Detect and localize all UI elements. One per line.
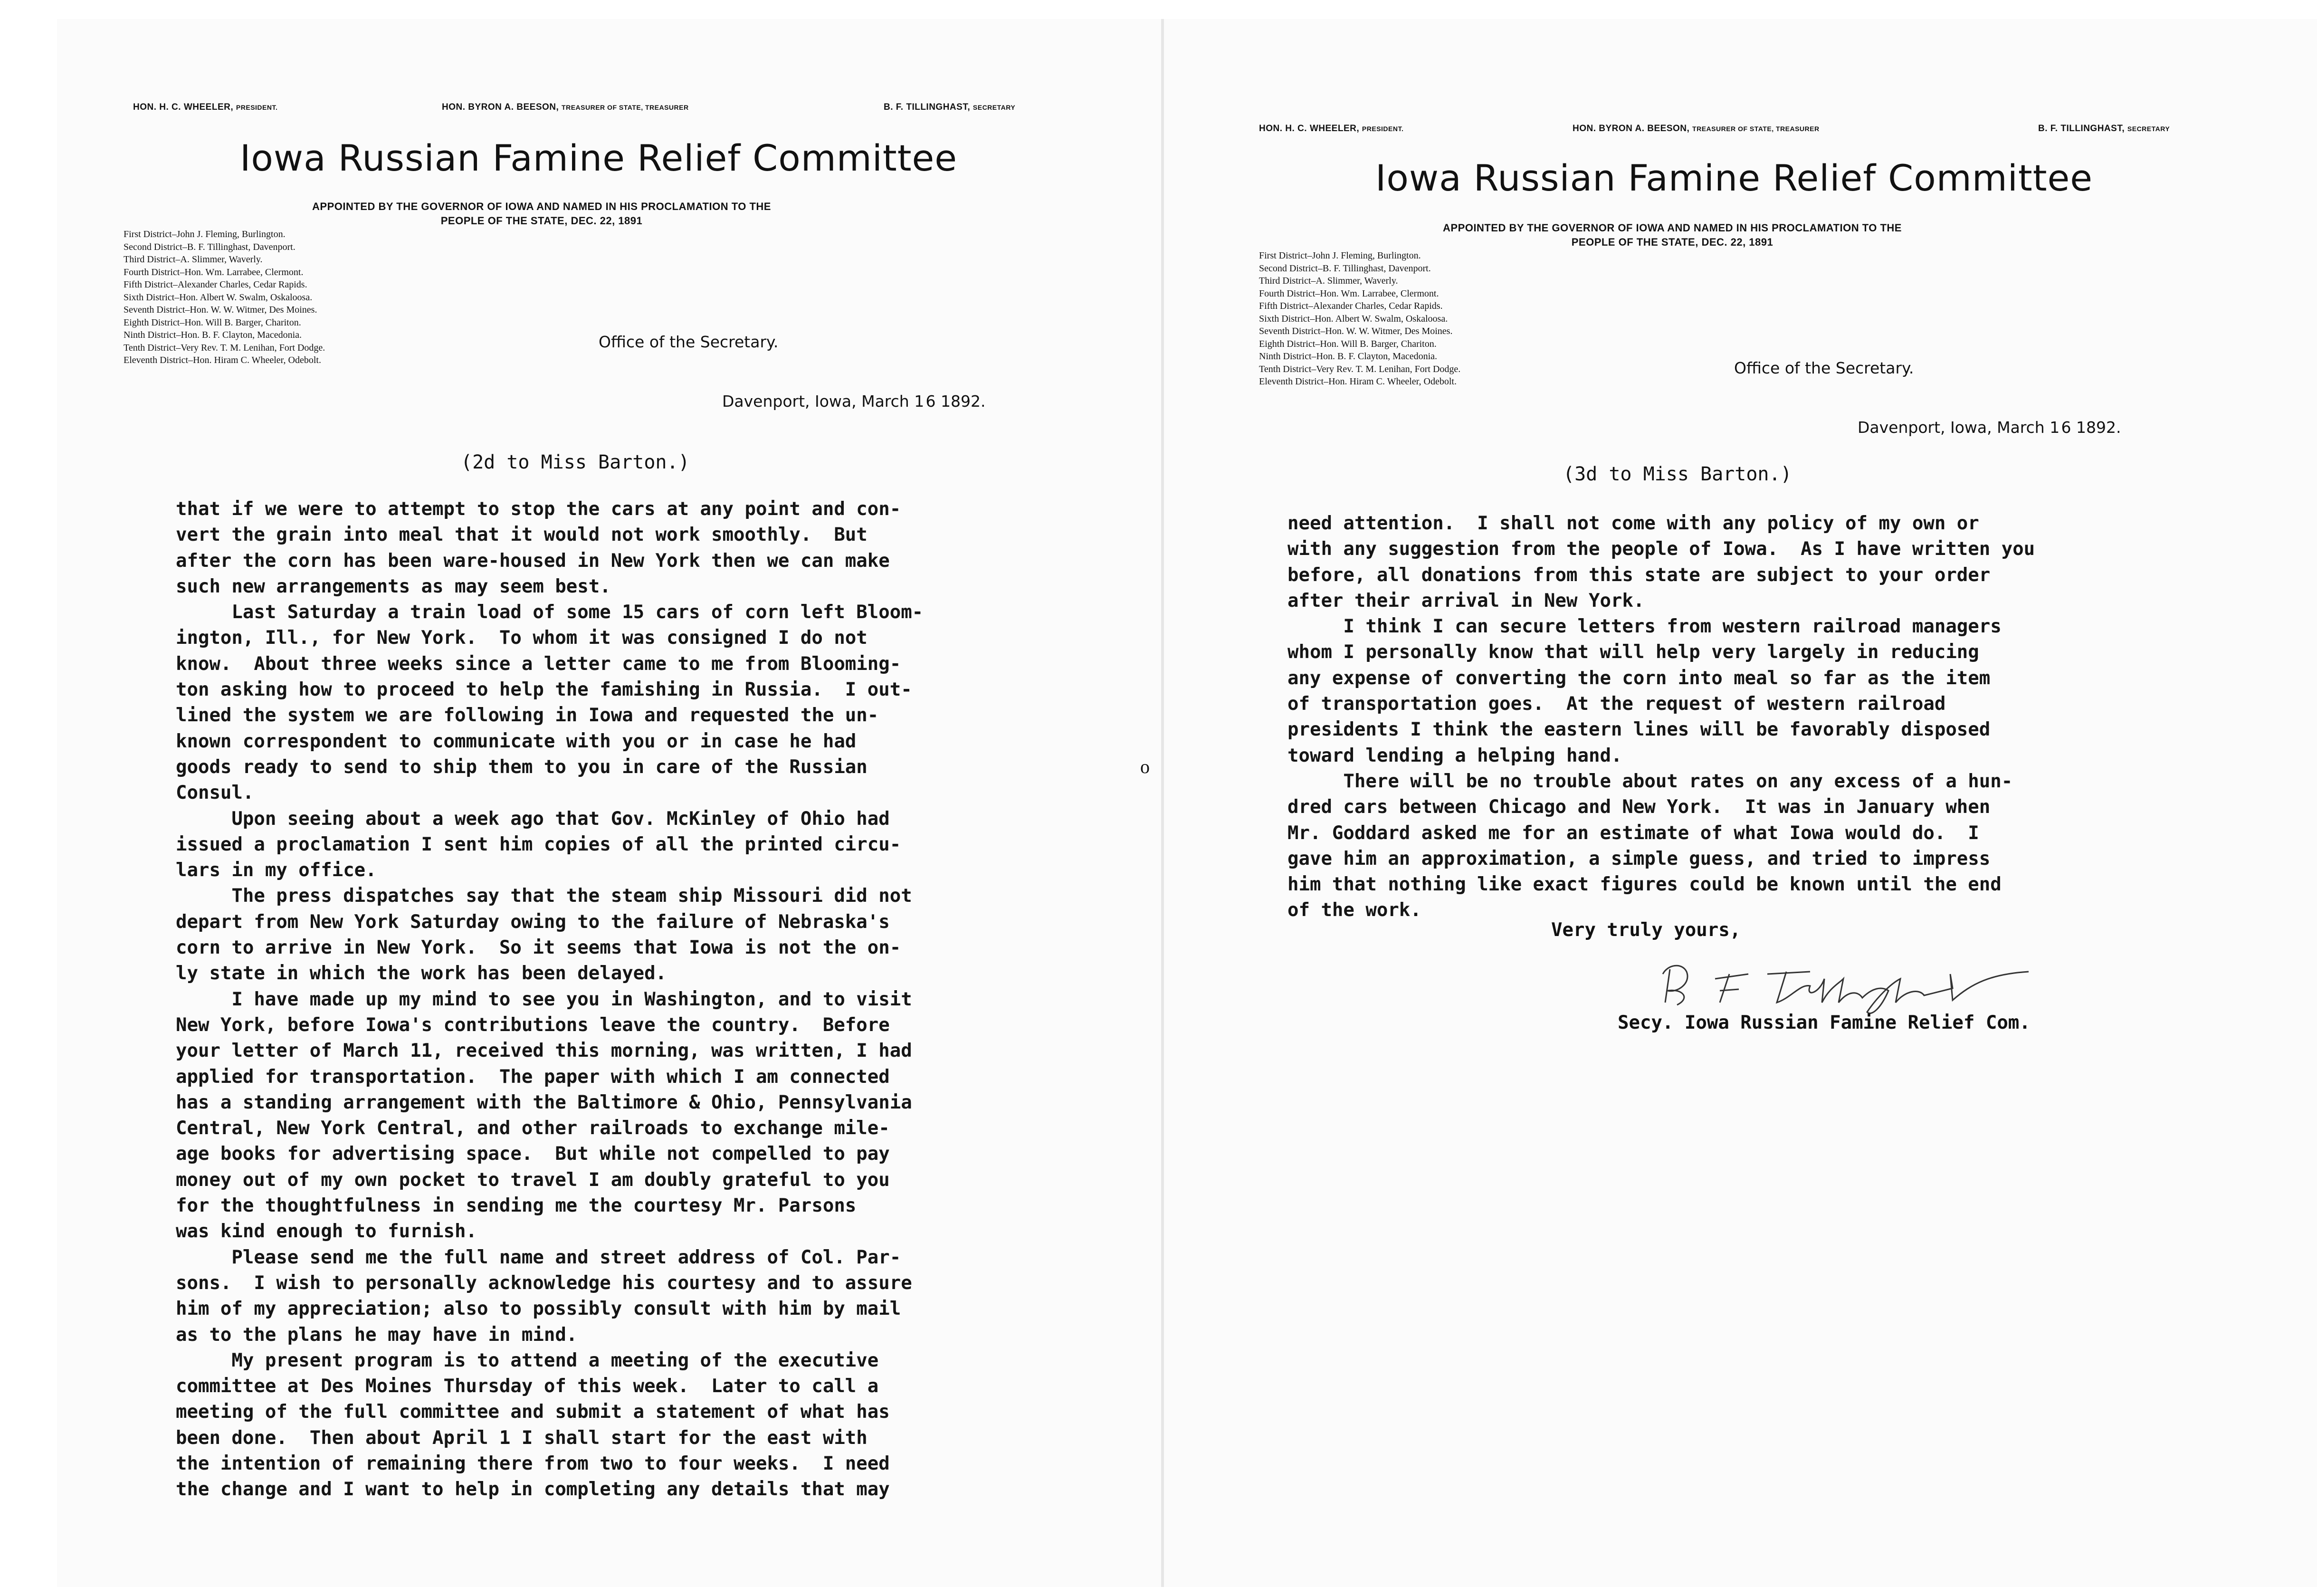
body-line: of the work. [1287, 899, 1421, 921]
body-line: him that nothing like exact figures could be known until the end [1287, 874, 2002, 896]
body-line: Upon seeing about a week ago that Gov. McKinley of Ohio had [176, 808, 890, 830]
district-item: Second District–B. F. Tillinghast, Davenport. [124, 241, 296, 252]
district-item: Eleventh District–Hon. Hiram C. Wheeler, Odebolt. [124, 355, 321, 365]
body-line: him of my appreciation; also to possibly consult with him by mail [176, 1298, 901, 1320]
page-subhead: (3d to Miss Barton.) [1563, 463, 1792, 485]
district-item: Seventh District–Hon. W. W. Witmer, Des Moines. [124, 305, 317, 315]
district-item: Tenth District–Very Rev. T. M. Lenihan, Fort Dodge. [1259, 363, 1461, 374]
body-line: ly state in which the work has been delayed. [176, 963, 667, 984]
body-line: such new arrangements as may seem best. [176, 575, 611, 597]
president-name: HON. H. C. WHEELER, PRESIDENT. [1259, 124, 1404, 134]
district-item: Eleventh District–Hon. Hiram C. Wheeler, Odebolt. [1259, 376, 1457, 387]
body-line: presidents I think the eastern lines will be favorably disposed [1287, 719, 1991, 741]
body-line: toward lending a helping hand. [1287, 745, 1622, 766]
body-line: the intention of remaining there from two to four weeks. I need [176, 1453, 890, 1474]
handwritten-signature [1649, 946, 2038, 1017]
body-line: My present program is to attend a meeting of the executive [176, 1349, 879, 1371]
district-item: Seventh District–Hon. W. W. Witmer, Des Moines. [1259, 326, 1453, 336]
closing-salutation: Very truly yours, [1551, 919, 1741, 941]
letter-page-left [57, 19, 1173, 1587]
stray-pen-mark: o [1140, 756, 1150, 777]
body-line: Please send me the full name and street address of Col. Par- [176, 1246, 901, 1268]
body-line: your letter of March 11, received this morning, was written, I had [176, 1040, 912, 1062]
body-line: goods ready to send to ship them to you in care of the Russian [176, 756, 868, 778]
district-item: Fifth District–Alexander Charles, Cedar Rapids. [124, 279, 307, 290]
body-line: age books for advertising space. But while not compelled to pay [176, 1143, 890, 1165]
district-item: Third District–A. Slimmer, Waverly. [1259, 276, 1398, 286]
district-item: Sixth District–Hon. Albert W. Swalm, Oskaloosa. [124, 292, 313, 303]
dateline: Davenport, Iowa, March 1 6 1892. [722, 392, 986, 411]
body-line: depart from New York Saturday owing to the failure of Nebraska's [176, 911, 890, 933]
page-subhead: (2d to Miss Barton.) [461, 451, 690, 473]
body-line: Last Saturday a train load of some 15 cars of corn left Bloom- [176, 602, 924, 623]
body-line: after the corn has been ware-housed in New York then we can make [176, 550, 890, 572]
letter-page-right [1164, 19, 2317, 1587]
letter-body [176, 497, 923, 1503]
district-item: Fourth District–Hon. Wm. Larrabee, Clermont. [1259, 288, 1439, 299]
treasurer-name: HON. BYRON A. BEESON, TREASURER OF STATE, TREASURER [442, 102, 689, 112]
body-line: gave him an approximation, a simple guess, and tried to impress [1287, 848, 1991, 870]
body-line: Consul. [176, 782, 254, 804]
body-line: The press dispatches say that the steam ship Missouri did not [176, 885, 912, 907]
body-line: sons. I wish to personally acknowledge his courtesy and to assure [176, 1272, 912, 1294]
body-line: as to the plans he may have in mind. [176, 1324, 578, 1346]
body-line: There will be no trouble about rates on any excess of a hun- [1287, 770, 2013, 792]
body-line: committee at Des Moines Thursday of this week. Later to call a [176, 1376, 879, 1397]
treasurer-name: HON. BYRON A. BEESON, TREASURER OF STATE, TREASURER [1573, 124, 1820, 134]
letter-body [1287, 511, 2035, 924]
appointment-note: APPOINTED BY THE GOVERNOR OF IOWA AND NAMED IN HIS PROCLAMATION TO THE PEOPLE OF THE STATE, DEC. 22, 1891 [1443, 222, 1902, 248]
secretary-name: B. F. TILLINGHAST, SECRETARY [884, 102, 1016, 112]
body-line: dred cars between Chicago and New York. It was in January when [1287, 796, 1991, 818]
secretary-name: B. F. TILLINGHAST, SECRETARY [2038, 124, 2170, 134]
letterhead-title: Iowa Russian Famine Relief Committee [240, 137, 958, 179]
district-item: Second District–B. F. Tillinghast, Davenport. [1259, 263, 1431, 274]
district-item: Fifth District–Alexander Charles, Cedar Rapids. [1259, 301, 1443, 311]
body-line: with any suggestion from the people of Iowa. As I have written you [1287, 538, 2035, 560]
appointment-note: APPOINTED BY THE GOVERNOR OF IOWA AND NAMED IN HIS PROCLAMATION TO THE PEOPLE OF THE STATE, DEC. 22, 1891 [312, 201, 771, 227]
body-line: known correspondent to communicate with you or in case he had [176, 730, 857, 752]
body-line: any expense of converting the corn into meal so far as the item [1287, 667, 1991, 689]
body-line: ton asking how to proceed to help the famishing in Russia. I out- [176, 679, 912, 701]
body-line: issued a proclamation I sent him copies of all the printed circu- [176, 833, 901, 855]
district-item: Fourth District–Hon. Wm. Larrabee, Clermont. [124, 267, 304, 277]
body-line: I have made up my mind to see you in Washington, and to visit [176, 988, 912, 1010]
body-line: vert the grain into meal that it would not work smoothly. But [176, 524, 868, 546]
district-item: Tenth District–Very Rev. T. M. Lenihan, Fort Dodge. [124, 342, 325, 353]
body-line: lars in my office. [176, 860, 377, 881]
district-item: Sixth District–Hon. Albert W. Swalm, Oskaloosa. [1259, 313, 1448, 324]
body-line: whom I personally know that will help very largely in reducing [1287, 641, 1979, 663]
body-line: the change and I want to help in completing any details that may [176, 1479, 890, 1500]
body-line: know. About three weeks since a letter came to me from Blooming- [176, 653, 901, 675]
body-line: for the thoughtfulness in sending me the courtesy Mr. Parsons [176, 1195, 857, 1217]
letterhead-title: Iowa Russian Famine Relief Committee [1375, 157, 2093, 199]
district-item: Ninth District–Hon. B. F. Clayton, Macedonia. [124, 330, 302, 340]
body-line: been done. Then about April 1 I shall start for the east with [176, 1427, 868, 1449]
district-list [124, 228, 325, 367]
body-line: was kind enough to furnish. [176, 1221, 477, 1242]
body-line: corn to arrive in New York. So it seems that Iowa is not the on- [176, 937, 901, 959]
body-line: after their arrival in New York. [1287, 590, 1645, 612]
district-item: First District–John J. Fleming, Burlington. [1259, 250, 1421, 261]
body-line: before, all donations from this state are subject to your order [1287, 564, 1991, 586]
office-line: Office of the Secretary. [599, 333, 779, 351]
body-line: has a standing arrangement with the Baltimore & Ohio, Pennsylvania [176, 1091, 912, 1113]
district-item: First District–John J. Fleming, Burlington. [124, 229, 286, 239]
body-line: that if we were to attempt to stop the cars at any point and con- [176, 498, 901, 520]
body-line: New York, before Iowa's contributions leave the country. Before [176, 1014, 890, 1036]
body-line: meeting of the full committee and submit a statement of what has [176, 1401, 890, 1423]
district-item: Eighth District–Hon. Will B. Barger, Chariton. [1259, 338, 1437, 349]
district-item: Third District–A. Slimmer, Waverly. [124, 254, 263, 265]
body-line: Mr. Goddard asked me for an estimate of what Iowa would do. I [1287, 822, 1979, 844]
body-line: need attention. I shall not come with any policy of my own or [1287, 513, 1979, 534]
body-line: money out of my own pocket to travel I am doubly grateful to you [176, 1169, 890, 1191]
body-line: I think I can secure letters from western railroad managers [1287, 616, 2002, 638]
body-line: applied for transportation. The paper with which I am connected [176, 1066, 890, 1088]
signer-title: Secy. Iowa Russian Famine Relief Com. [1618, 1012, 2031, 1033]
president-name: HON. H. C. WHEELER, PRESIDENT. [133, 102, 278, 112]
body-line: lined the system we are following in Iowa and requested the un- [176, 705, 879, 726]
office-line: Office of the Secretary. [1734, 359, 1914, 377]
district-item: Eighth District–Hon. Will B. Barger, Chariton. [124, 317, 301, 328]
district-list [1259, 249, 1460, 388]
body-line: Central, New York Central, and other railroads to exchange mile- [176, 1118, 890, 1139]
dateline: Davenport, Iowa, March 1 6 1892. [1858, 418, 2121, 437]
body-line: ington, Ill., for New York. To whom it was consigned I do not [176, 627, 868, 649]
district-item: Ninth District–Hon. B. F. Clayton, Macedonia. [1259, 351, 1438, 362]
body-line: of transportation goes. At the request of western railroad [1287, 693, 1946, 715]
